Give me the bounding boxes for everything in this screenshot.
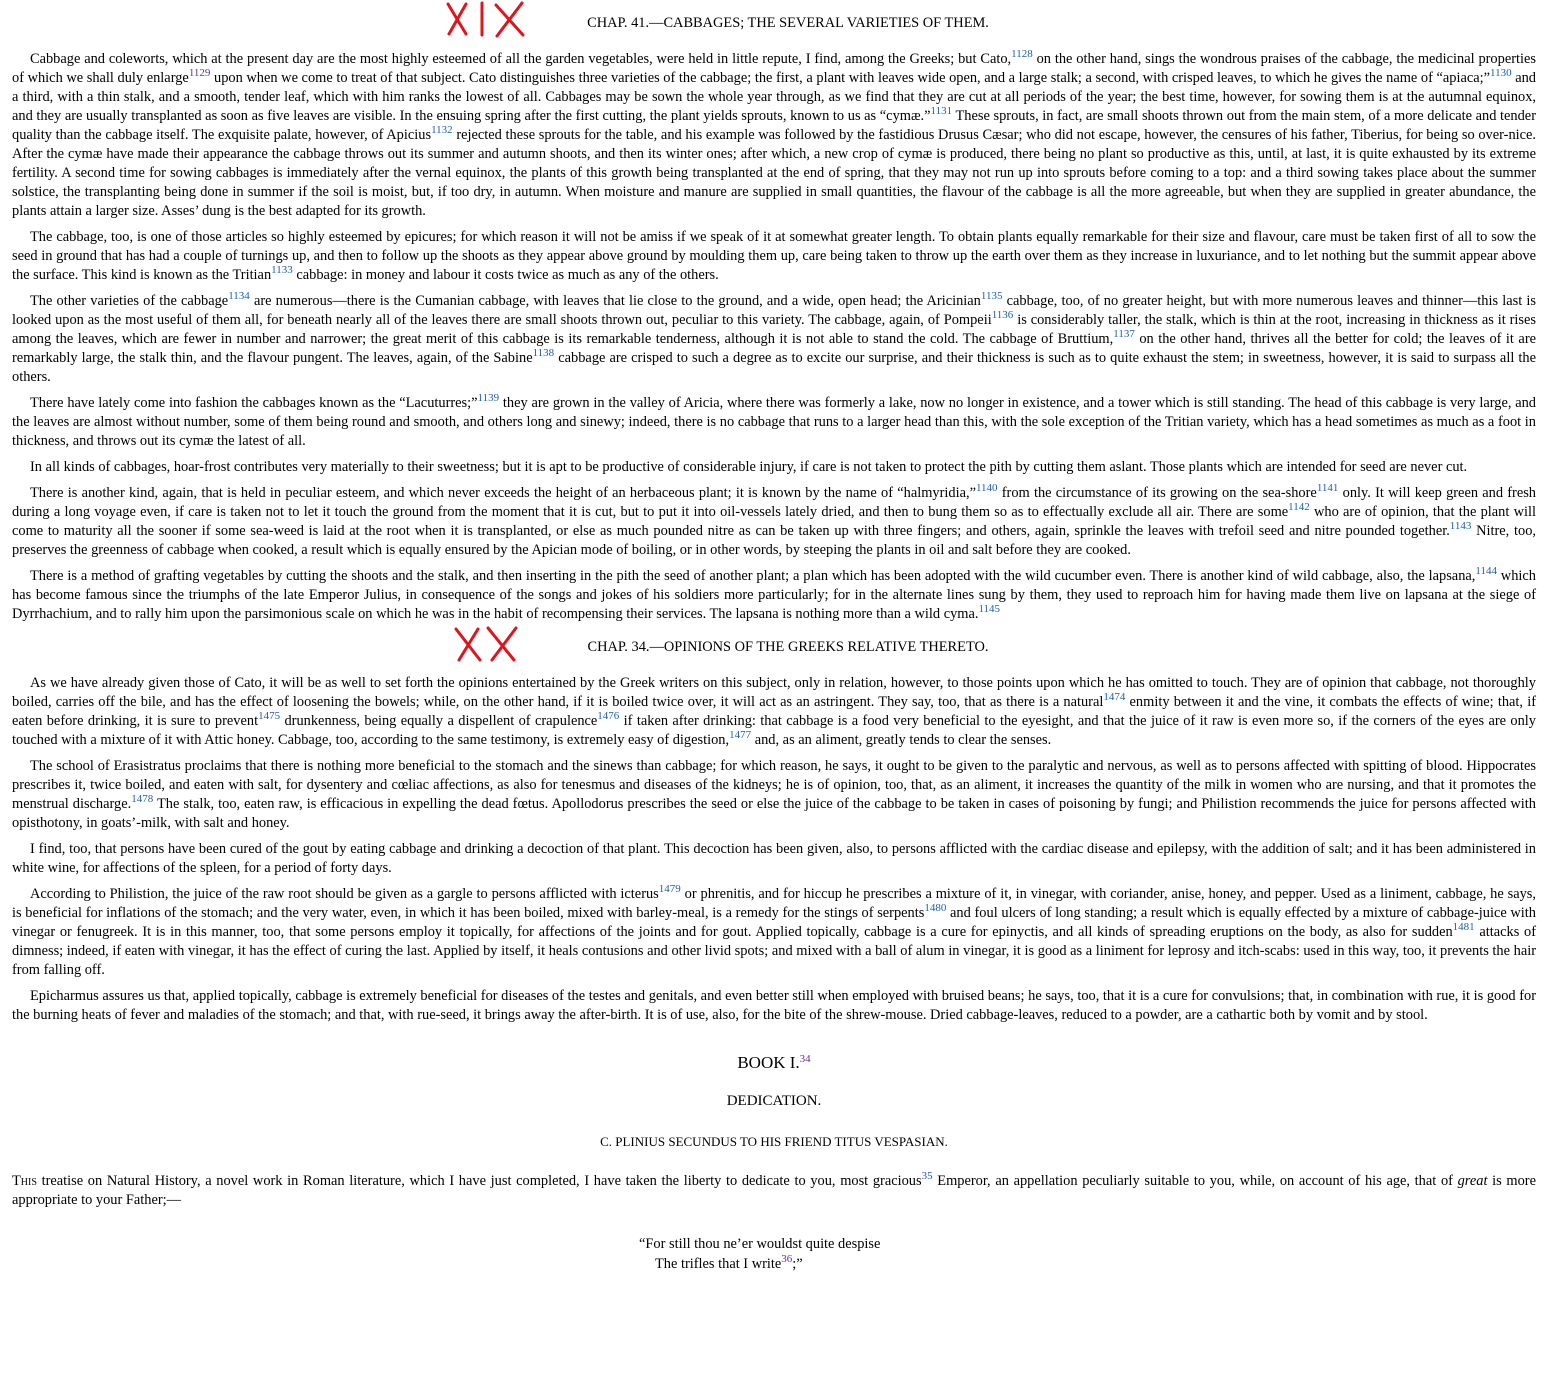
footnote-link[interactable]: 36: [781, 1253, 793, 1265]
footnote-link[interactable]: 1145: [978, 603, 1001, 615]
footnote-link[interactable]: 1481: [1452, 921, 1475, 933]
footnote-link[interactable]: 1139: [477, 392, 500, 404]
footnote-link[interactable]: 1131: [930, 105, 953, 117]
footnote-link[interactable]: 1137: [1113, 328, 1135, 340]
chapter-20-body: [12, 674, 1536, 1025]
handwritten-annotation-xx: [452, 624, 524, 664]
chapter-19-heading: [12, 14, 1536, 38]
handwritten-annotation-xix: [444, 0, 528, 40]
footnote-link[interactable]: 1140: [975, 482, 998, 494]
footnote-link[interactable]: 1128: [1011, 48, 1033, 60]
footnote-link[interactable]: 1136: [991, 309, 1014, 321]
footnote-link[interactable]: 1132: [431, 124, 453, 136]
paragraph: In all kinds of cabbages, hoar-frost contributes very materially to their sweetness; but it is apt to be productive of considerable injury, if care is not taken to protect the pith by cutting them aslant. Those plants which are intended for seed are never cut.: [30, 459, 1468, 475]
footnote-link[interactable]: 1475: [258, 710, 281, 722]
paragraph: I find, too, that persons have been cured of the gout by eating cabbage and drinking a decoction of that plant. This decoction has been given, also, to persons afflicted with the cardiac disease and epilepsy, with the addition of salt; and it has been administered in white wine, for affections of the spleen, for a period of forty days.: [12, 841, 1536, 876]
paragraph: There have lately come into fashion the cabbages known as the “Lacuturres;”$^{1139}$ they are grown in the valley of Aricia, where there was formerly a lake, now no longer in existence, and a tower which is still standing. The head of this cabbage is very large, and the leaves are almost without number, some of them being round and smooth, and others long and sinewy; indeed, there is no cabbage that runs to a larger head than this, with the sole exception of the Tritian variety, which has a head sometimes as much as a foot in thickness, and throws out its cymæ the latest of all.: [12, 392, 1536, 449]
paragraph: The school of Erasistratus proclaims that there is nothing more beneficial to the stomach and the sinews than cabbage; for which reason, he says, it ought to be given to the paralytic and nervous, as well as to persons affected with spitting of blood. Hippocrates prescribes it, twice boiled, and eaten with salt, for dysentery and cœliac affections, as also for tenesmus and diseases of the kidneys; he is of opinion, too, that, as an aliment, it increases the quantity of the milk in women who are nursing, and that it promotes the menstrual discharge.$^{1478}$ The stalk, too, eaten raw, is efficacious in expelling the dead fœtus. Apollodorus prescribes the seed or else the juice of the cabbage to be taken in cases of poisoning by fungi; and Philistion recommends the juice for persons affected with opisthotony, in goats’-milk, with salt and honey.: [12, 758, 1536, 831]
footnote-link[interactable]: 1478: [131, 793, 154, 805]
chapter-title: CHAP. 41.—CABBAGES; THE SEVERAL VARIETIES OF THEM.: [587, 15, 989, 31]
footnote-link[interactable]: 1143: [1449, 520, 1472, 532]
chapter-title: CHAP. 34.—OPINIONS OF THE GREEKS RELATIVE THERETO.: [587, 639, 989, 655]
intro-paragraph: This treatise on Natural History, a novel work in Roman literature, which I have just completed, I have taken the liberty to dedicate to you, most gracious$^{35}$ Emperor, an appellation peculiarly suitable to you, while, on account of his age, that of great is more appropriate to your Father;—: [12, 1170, 1536, 1208]
book-heading: [12, 1051, 1536, 1075]
footnote-link[interactable]: 1133: [271, 264, 293, 276]
footnote-link[interactable]: 1144: [1475, 565, 1497, 577]
paragraph: There is a method of grafting vegetables by cutting the shoots and the stalk, and then inserting in the pith the seed of another plant; a plan which has been adopted with the wild cucumber even. There is another kind of wild cabbage, also, the lapsana,$^{1144}$ which has become famous since the triumphs of the late Emperor Julius, in consequence of the songs and jokes of his soldiers more particularly; for in the alternate lines sung by them, they used to reproach him for having made them live on lapsana at the siege of Dyrrhachium, and to rally him upon the parsimonious scale on which he was in the habit of recompensing their services. The lapsana is nothing more than a wild cyma.$^{1145}$: [12, 565, 1536, 622]
footnote-link[interactable]: 1480: [924, 902, 947, 914]
footnote-link[interactable]: 1477: [729, 729, 752, 741]
drop-word: This: [12, 1173, 37, 1189]
footnote-link[interactable]: 1474: [1103, 691, 1126, 703]
chapter-19-body: [12, 50, 1536, 624]
book-title: BOOK I.: [737, 1053, 800, 1072]
footnote-link[interactable]: 1479: [658, 883, 681, 895]
salutation-heading: C. PLINIUS SECUNDUS TO HIS FRIEND TITUS VESPASIAN.: [600, 1134, 948, 1149]
footnote-link[interactable]: 1476: [597, 710, 620, 722]
paragraph: There is another kind, again, that is held in peculiar esteem, and which never exceeds the height of an herbaceous plant; it is known by the name of “halmyridia,”$^{1140}$ from the circumstance of its growing on the sea-shore$^{1141}$ only. It will keep green and fresh during a long voyage even, if care is taken not to let it touch the ground from the moment that it is cut, but to put it into oil-vessels lately dried, and then to bung them so as to effectually exclude all air. There are some$^{1142}$ who are of opinion, that the plant will come to maturity all the sooner if some sea-weed is laid at the root when it is transplanted, or else as much pounded nitre as can be taken up with three fingers; and others, again, sprinkle the leaves with trefoil seed and nitre pounded together.$^{1143}$ Nitre, too, preserves the greenness of cabbage when cooked, a result which is equally ensured by the Apician mode of boiling, or in other words, by steeping the plants in oil and salt before they are cooked.: [12, 482, 1536, 558]
verse-line: “For still thou ne’er wouldst quite despise: [639, 1236, 881, 1252]
paragraph: Epicharmus assures us that, applied topically, cabbage is extremely beneficial for diseases of the testes and genitals, and even better still when employed with bruised beans; he says, too, that it is a cure for convulsions; that, in combination with rue, it is good for the burning heats of fever and maladies of the stomach; and that, with rue-seed, it brings away the after-birth. It is of use, also, for the bite of the shrew-mouse. Dried cabbage-leaves, reduced to a powder, are a cathartic both by vomit and by stool.: [12, 988, 1536, 1023]
paragraph: Cabbage and coleworts, which at the present day are the most highly esteemed of all the garden vegetables, were held in little repute, I find, among the Greeks; but Cato,$^{1128}$ on the other hand, sings the wondrous praises of the cabbage, the medicinal properties of which we shall duly enlarge$^{1129}$ upon when we come to treat of that subject. Cato distinguishes three varieties of the cabbage; the first, a plant with leaves wide open, and a large stalk; a second, with crisped leaves, to which he gives the name of “apiaca;”$^{1130}$ and a third, with a thin stalk, and a smooth, tender leaf, which with him ranks the lowest of all. Cabbages may be sown the whole year through, as we find that they are cut at all periods of the year; the best time, however, for sowing them is at the autumnal equinox, and they are usually transplanted as soon as five leaves are visible. In the ensuing spring after the first cutting, the plant yields sprouts, known to us as “cymæ.”$^{1131}$ These sprouts, in fact, are small shoots thrown out from the main stem, of a more delicate and tender quality than the cabbage itself. The exquisite palate, however, of Apicius$^{1132}$ rejected these sprouts for the table, and his example was followed by the fastidious Drusus Cæsar; who did not escape, however, the censures of his father, Tiberius, for being so over-nice. After the cymæ have made their appearance the cabbage throws out its summer and autumn shoots, and then its winter ones; after which, a new crop of cymæ is produced, there being no plant so productive as this, until, at last, it is quite exhausted by its extreme fertility. A second time for sowing cabbages is immediately after the vernal equinox, the plants of this growth being transplanted at the end of spring, that they may not run up into sprouts before coming to a top: and a third sowing takes place about the summer solstice, the transplanting being done in summer if the soil is moist, but, if too dry, in autumn. When moisture and manure are supplied in small quantities, the flavour of the cabbage is all the more agreeable, but when they are supplied in greater abundance, the plants attain a larger size. Asses’ dung is the best adapted for its growth.: [12, 48, 1537, 219]
document-page: [12, 0, 1536, 1274]
footnote-link[interactable]: 1134: [228, 290, 250, 302]
footnote-link[interactable]: 1129: [188, 67, 211, 79]
paragraph: According to Philistion, the juice of the raw root should be given as a gargle to persons afflicted with icterus$^{1479}$ or phrenitis, and for hiccup he prescribes a mixture of it, in vinegar, with coriander, anise, honey, and pepper. Used as a liniment, cabbage, he says, is beneficial for inflations of the stomach; and the very water, even, in which it has been boiled, mixed with barley-meal, is a remedy for the stings of serpents$^{1480}$ and foul ulcers of long standing; a result which is equally effected by a mixture of cabbage-juice with vinegar or fenugreek. It is in this manner, too, that some persons employ it topically, for affections of the joints and for gout. Applied topically, cabbage is a cure for epinyctis, and all kinds of spreading eruptions on the body, as also for sudden$^{1481}$ attacks of dimness; indeed, if eaten with vinegar, it has the effect of curing the last. Applied by itself, it heals contusions and other livid spots; and mixed with a ball of alum in vinegar, it is good as a liniment for leprosy and itch-scabs: used in this way, too, it prevents the hair from falling off.: [12, 883, 1536, 978]
verse-line: The trifles that I write$^{36}$;”: [655, 1253, 803, 1272]
emphasis: great: [1457, 1173, 1488, 1189]
footnote-link[interactable]: 1141: [1316, 482, 1339, 494]
paragraph: The other varieties of the cabbage$^{1134}$ are numerous—there is the Cumanian cabbage, with leaves that lie close to the ground, and a wide, open head; the Aricinian$^{1135}$ cabbage, too, of no greater height, but with more numerous leaves and thinner—this last is looked upon as the most useful of them all, for beneath nearly all of the leaves there are small shoots thrown out, peculiar to this variety. The cabbage, again, of Pompeii$^{1136}$ is considerably taller, the stalk, which is thin at the root, increasing in thickness as it rises among the leaves, which are fewer in number and narrower; the great merit of this cabbage is its remarkable tenderness, although it is not able to stand the cold. The cabbage of Bruttium,$^{1137}$ on the other hand, thrives all the better for cold; the leaves of it are remarkably large, the stalk thin, and the flavour pungent. The leaves, again, of the Sabine$^{1138}$ cabbage are crisped to such a degree as to excite our surprise, and their thickness is such as to quite exhaust the stem; in sweetness, however, it is said to surpass all the others.: [12, 290, 1537, 385]
paragraph: As we have already given those of Cato, it will be as well to set forth the opinions entertained by the Greek writers on this subject, only in relation, however, to those points upon which he has omitted to touch. They are of opinion that cabbage, not thoroughly boiled, carries off the bile, and has the effect of loosening the bowels; while, on the other hand, if it is boiled twice over, it will act as an astringent. They say, too, that as there is a natural$^{1474}$ enmity between it and the vine, it combats the effects of wine; that, if eaten before drinking, it is sure to prevent$^{1475}$ drunkenness, being equally a dispellent of crapulence$^{1476}$ if taken after drinking: that cabbage is a food very beneficial to the eyesight, and that the juice of it raw is even more so, if the corners of the eyes are only touched with a mixture of it with Attic honey. Cabbage, too, according to the same testimony, is extremely easy of digestion,$^{1477}$ and, as an aliment, greatly tends to clear the senses.: [12, 675, 1536, 748]
paragraph: The cabbage, too, is one of those articles so highly esteemed by epicures; for which reason it will not be amiss if we speak of it at somewhat greater length. To obtain plants equally remarkable for their size and flavour, care must be taken first of all to sow the seed in ground that has had a couple of turnings up, and then to follow up the shoots as they appear above ground by moulding them up, care being taken to throw up the earth over them as they increase in luxuriance, and to let nothing but the summit appear above the surface. This kind is known as the Tritian$^{1133}$ cabbage: in money and labour it costs twice as much as any of the others.: [12, 229, 1536, 283]
footnote-link[interactable]: 1135: [980, 290, 1003, 302]
footnote-link[interactable]: 1142: [1288, 501, 1310, 513]
footnote-link[interactable]: 35: [921, 1170, 933, 1182]
chapter-20-heading: [12, 638, 1536, 662]
footnote-link[interactable]: 1130: [1490, 67, 1512, 79]
footnote-link[interactable]: 34: [799, 1053, 811, 1065]
footnote-link[interactable]: 1138: [532, 347, 555, 359]
dedication-heading: DEDICATION.: [726, 1093, 822, 1109]
verse-quote: [639, 1234, 1536, 1274]
